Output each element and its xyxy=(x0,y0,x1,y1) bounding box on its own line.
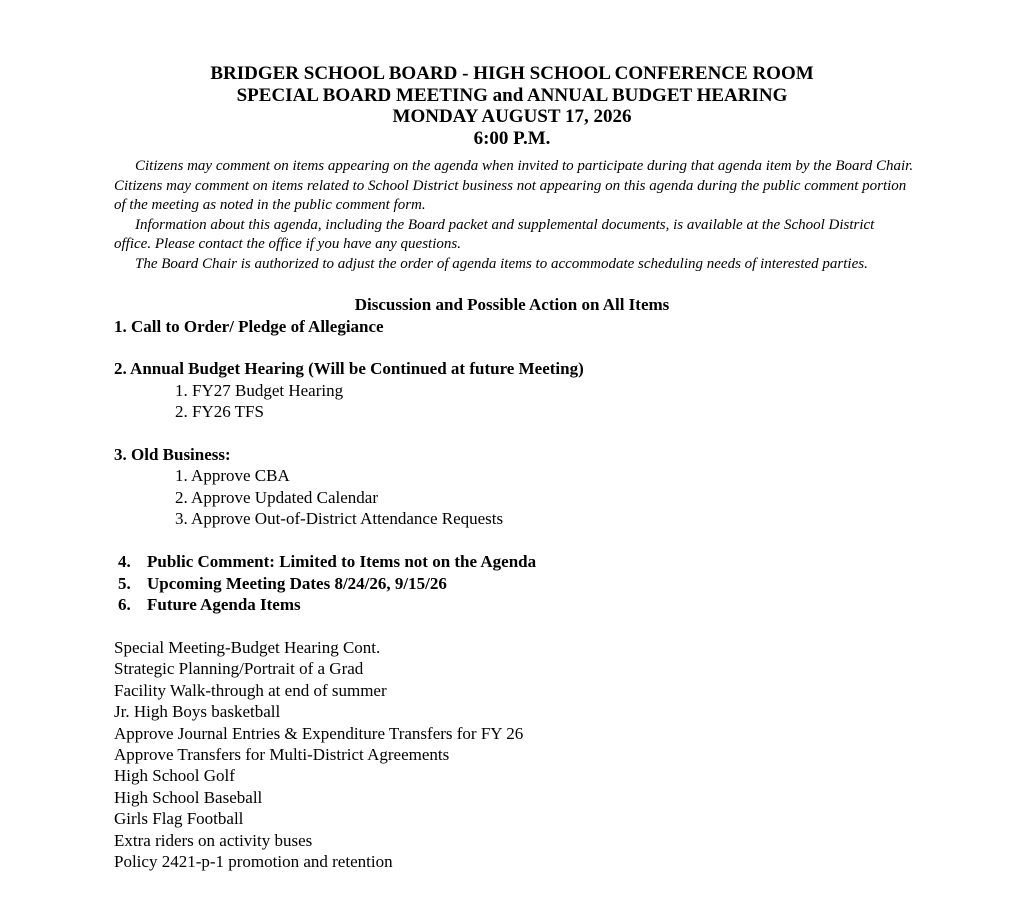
list-item: Facility Walk-through at end of summer xyxy=(114,681,387,700)
header-location: BRIDGER SCHOOL BOARD - HIGH SCHOOL CONFERENCE ROOM xyxy=(210,63,814,84)
header-meeting-type: SPECIAL BOARD MEETING and ANNUAL BUDGET HEARING xyxy=(236,84,788,106)
header-time: 6:00 P.M. xyxy=(473,127,551,149)
list-item: Girls Flag Football xyxy=(114,809,244,828)
agenda-item-budget-hearing: 2. Annual Budget Hearing (Will be Continued at future Meeting) xyxy=(114,359,584,378)
sub-item-approve-calendar: 2. Approve Updated Calendar xyxy=(175,488,378,507)
item-number: 5. xyxy=(118,574,131,593)
item-text: Public Comment: Limited to Items not on the Agenda xyxy=(147,552,537,571)
list-item: Extra riders on activity buses xyxy=(114,831,313,850)
sub-item-approve-cba: 1. Approve CBA xyxy=(175,466,290,485)
section-title: Discussion and Possible Action on All Items xyxy=(354,295,670,314)
item-text: Future Agenda Items xyxy=(147,595,301,614)
agenda-item-old-business: 3. Old Business: xyxy=(114,445,231,464)
agenda-item-meeting-dates xyxy=(118,573,447,594)
agenda-header xyxy=(0,63,1024,149)
item-number: 6. xyxy=(118,595,131,614)
note-agenda-info: Information about this agenda, including the Board packet and supplemental documents, is available at the School District office. Please contact the office if you have any questions. xyxy=(114,216,875,253)
note-order-adjustment: The Board Chair is authorized to adjust the order of agenda items to accommodate scheduling needs of interested parties. xyxy=(135,255,868,272)
note-public-comment: Citizens may comment on items appearing on the agenda when invited to participate during that agenda item by the Board Chair. Citizens may comment on items related to School District business not appearing on this agenda during the public comment portion of the meeting as noted in the public comment form. xyxy=(114,158,914,214)
list-item: Approve Journal Entries & Expenditure Transfers for FY 26 xyxy=(114,724,524,743)
list-item: Strategic Planning/Portrait of a Grad xyxy=(114,659,364,678)
list-item: Jr. High Boys basketball xyxy=(114,702,281,721)
header-date: MONDAY AUGUST 17, 2026 xyxy=(392,106,632,127)
sub-item-fy26-tfs: 2. FY26 TFS xyxy=(175,402,264,421)
agenda-item-future-items xyxy=(118,594,301,615)
public-notes xyxy=(114,157,914,275)
sub-item-attendance-requests: 3. Approve Out-of-District Attendance Requests xyxy=(175,509,504,528)
list-item: Approve Transfers for Multi-District Agreements xyxy=(114,745,450,764)
item-number: 4. xyxy=(118,552,131,571)
sub-item-fy27-budget-hearing: 1. FY27 Budget Hearing xyxy=(175,381,344,400)
list-item: High School Golf xyxy=(114,766,235,785)
agenda-item-public-comment xyxy=(118,551,536,572)
item-text: Upcoming Meeting Dates 8/24/26, 9/15/26 xyxy=(147,574,447,593)
list-item: Special Meeting-Budget Hearing Cont. xyxy=(114,638,381,657)
agenda-item-call-to-order: 1. Call to Order/ Pledge of Allegiance xyxy=(114,317,384,336)
list-item: High School Baseball xyxy=(114,788,263,807)
list-item: Policy 2421-p-1 promotion and retention xyxy=(114,852,393,871)
